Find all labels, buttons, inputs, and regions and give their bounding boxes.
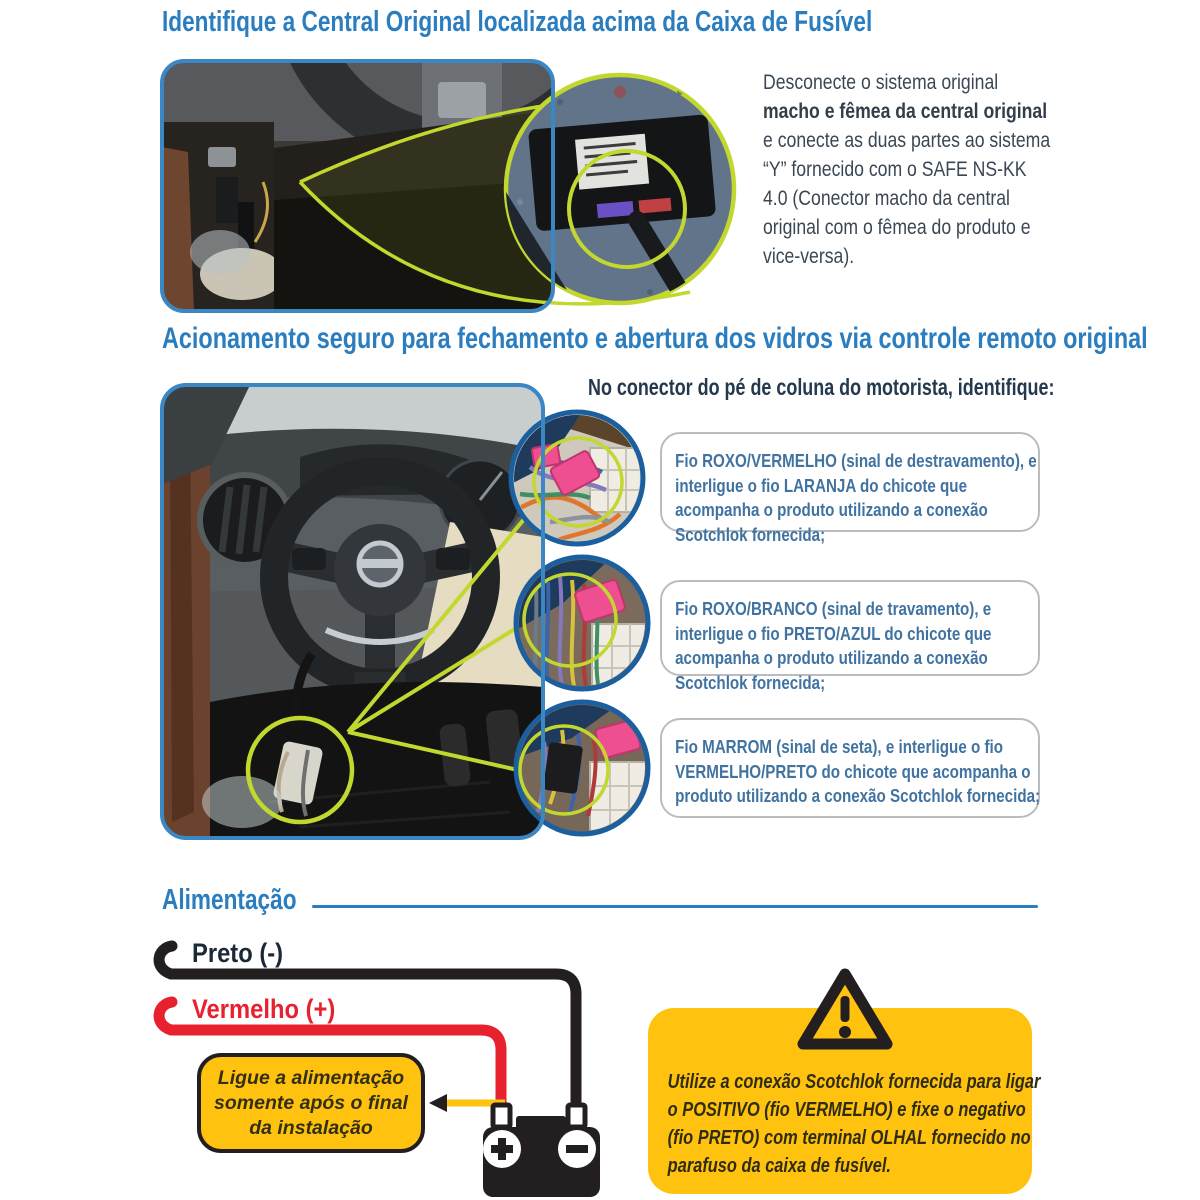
central-instructions-paragraph — [763, 68, 1055, 271]
black-component — [543, 742, 583, 794]
zoom-circle-destravamento — [511, 412, 643, 544]
section-vidros-heading: Acionamento seguro para fechamento e abertura dos vidros via controle remoto original — [162, 322, 1148, 355]
callout-text: Fio ROXO/VERMELHO (sinal de destravamento), e interligue o fio LARANJA do chicote que acompanha o produto utilizando a conexão Scotchlok fornecida; — [675, 450, 1037, 545]
heading-rule — [312, 905, 1038, 908]
battery-icon — [483, 1105, 600, 1197]
section-central-heading: Identifique a Central Original localizada acima da Caixa de Fusível — [162, 6, 873, 38]
note-arrowhead-icon — [429, 1094, 447, 1112]
central-module — [528, 114, 716, 231]
section-alimentacao-heading: Alimentação — [162, 884, 297, 916]
warning-text: Utilize a conexão Scotchlok fornecida para ligar o POSITIVO (fio VERMELHO) e fixe o negativo (fio PRETO) com terminal OLHAL fornecido no parafuso da caixa de fusível. — [667, 1071, 1041, 1177]
zoom-circle-travamento — [516, 557, 648, 690]
zoom-circle-seta — [516, 702, 648, 834]
magnifier-zoom-module — [506, 75, 734, 303]
callout-text: Fio ROXO/BRANCO (sinal de travamento), e interligue o fio PRETO/AZUL do chicote que acompanha o produto utilizando a conexão Scotchlok fornecida; — [675, 598, 992, 693]
warning-box — [648, 1008, 1041, 1194]
red-wire-label: Vermelho (+) — [192, 994, 336, 1024]
callout-box-destravamento — [660, 432, 1040, 545]
installation-note-box — [197, 1053, 425, 1153]
black-wire-label: Preto (-) — [192, 938, 284, 968]
connector-subtitle: No conector do pé de coluna do motorista, identifique: — [588, 374, 1055, 400]
callout-box-seta — [660, 718, 1040, 818]
installation-note-text: Ligue a alimentação somente após o final da instalação — [214, 1066, 408, 1139]
module-label — [575, 134, 649, 190]
photo-dashboard-figure — [150, 372, 660, 850]
callout-text: Fio MARROM (sinal de seta), e interligue o fio VERMELHO/PRETO do chicote que acompanha o produto utilizando a conexão Scotchlok fornecida; — [675, 736, 1041, 806]
paragraph-text: Desconecte o sistema original macho e fêmea da central original e conecte as duas partes ao sistema “Y” fornecido com o SAFE NS-KK 4.0 (Conector macho da central original com o fêmea do produto e vice-versa). — [763, 70, 1051, 268]
photo-under-dash-figure — [150, 52, 760, 320]
callout-box-travamento — [660, 580, 1040, 693]
